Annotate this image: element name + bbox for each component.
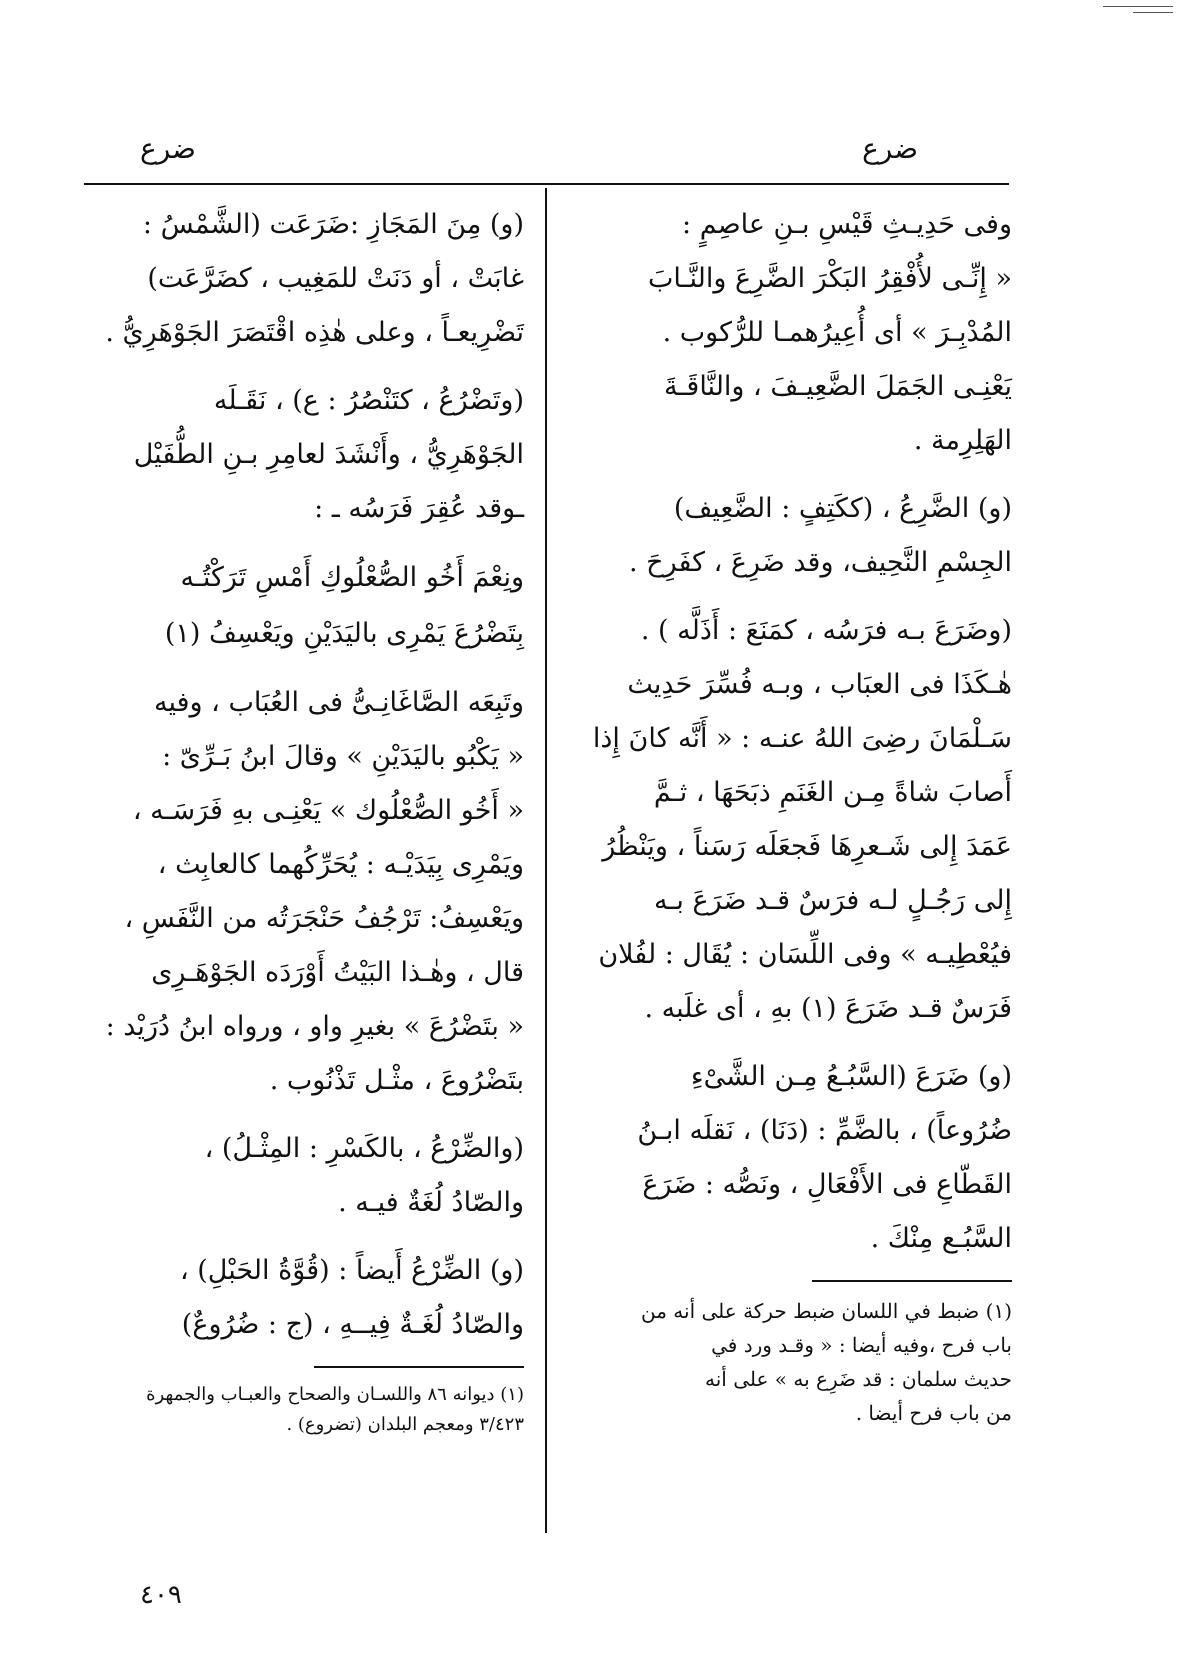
- entry-paragraph: وتَبِعَه الصَّاغَانِـىُّ فى العُبَاب ، وفيه « يَكْبُو باليَدَيْنِ » وقالَ ابنُ بَـرِّىّ : « أَخُو الصُّعْلُوك » يَعْنِـى بهِ فَرَسَـه ، ويَمْرِى بِيَدَيْـه : يُحَرِّكُهما كالعابِث ، ويَعْسِفُ: تَرْجُفُ حَنْجَرَتُه من النَّفَسِ ، قال ، وهٰـذا البَيْتُ أَوْرَدَه الجَوْهَـرِى « بتَضْرُعَ » بغيرِ واو ، ورواه ابنُ دُرَيْد : بتَضْرُوعَ ، مثْـل تَذْنُوب .: [105, 687, 524, 1096]
- entry-paragraph: (و) الضِّرْعُ أَيضاً : (قُوَّةُ الحَبْلِ) ، والصّادُ لُغَـةٌ فِيــهِ ، (ج : ضُرُوعٌ): [179, 1255, 524, 1340]
- column-divider: [545, 188, 547, 1533]
- running-header-right: ضرع: [862, 132, 918, 165]
- right-column: [570, 198, 1012, 1430]
- page-number: ٤٠٩: [140, 1580, 182, 1610]
- entry-paragraph: (وتَضْرُعُ ، كتَنْصُرُ : ع) ، نَقَـلَه الجَوْهَرِيُّ ، وأَنْشَدَ لعامِرِ بـنِ الطُّفَيْل ـوقد عُقِرَ فَرَسُه ـ :: [133, 385, 524, 524]
- entry-paragraph: (و) مِنَ المَجَازِ :ضَرَعَت (الشَّمْسُ : غابَتْ ، أو دَنَتْ للمَغِيب ، كضَرَّعَت) تَضْرِيعـاً ، وعلى هٰذِه اقْتَصَرَ الجَوْهَرِيُّ .: [105, 209, 524, 348]
- entry-paragraph: (و) الضَّرِعُ ، (ككَتِفٍ : الضَّعِيف) الجِسْمِ النَّحِيف، وقد ضَرِعَ ، كفَرِحَ .: [628, 493, 1012, 578]
- header-rule: [84, 183, 1009, 185]
- left-column: [84, 198, 524, 1440]
- entry-paragraph: (و) ضَرَعَ (السَّبُـعُ مِـن الشَّىْءِ ضُرُوعاً) ، بالضَّمِّ : (دَنَا) ، نَقلَه ابـنُ القَطّاعِ فى الأَفْعَالِ ، ونَصُّه : ضَرَعَ السَّبُـع مِنْكَ .: [637, 1061, 1012, 1254]
- entry-paragraph: وفى حَدِيـثِ قَيْسِ بـنِ عاصِمٍ : « إِنِّـى لأُفْقِرُ البَكْرَ الضَّرِعَ والنَّـابَ المُدْبِـرَ » أى أُعِيرُهمـا للرُّكوب . يَعْنِـى الجَمَلَ الضَّعِيـفَ ، والنَّاقَـةَ الهَلِرِمة .: [647, 209, 1012, 456]
- footnote: (١) ديوانه ٨٦ واللسـان والصحاح والعبـاب والجمهرة ٣/٤٢٣ ومعجم البلدان (تضروع) .: [146, 1384, 524, 1435]
- running-header-left: ضرع: [140, 132, 196, 165]
- footnote-rule: [314, 1366, 524, 1368]
- footnote: (١) ضبط في اللسان ضبط حركة على أنه من باب فرح ،وفيه أيضا : « وقـد ورد في حديث سلمان : قد ضَرِع به » على أنه من باب فرح أيضا .: [640, 1299, 1012, 1425]
- poetry-verse: ونِعْمَ أَخُو الصُّعْلُوكِ أَمْسِ تَرَكْتُـه بِتَضْرُعَ يَمْرِى باليَدَيْنِ ويَعْسِفُ (١): [164, 562, 524, 649]
- footnote-rule: [812, 1280, 1012, 1282]
- entry-paragraph: (وضَرَعَ بـه فرَسُه ، كمَنَعَ : أَذَلَّه ) . هٰـكَذَا فى العبَاب ، وبـه فُسِّرَ حَدِيث سَـلْمَانَ رضِىَ اللهُ عنـه : « أَنَّه كانَ إِذا أَصابَ شاةً مِـن الغَنَمِ ذبَحَهَا ، ثـمَّ عَمَدَ إِلى شَـعرِهَا فَجعَلَه رَسَناً ، ويَنْظُرُ إِلى رَجُـلٍ لـه فرَسٌ قـد ضَرَعَ بـه فيُعْطِيـه » وفى اللِّسَان : يُقَال : لفُلان فَرَسٌ قـد ضَرَعَ (١) بهِ ، أى غلَبه .: [592, 615, 1012, 1024]
- top-edge-marks: [1103, 6, 1173, 16]
- entry-paragraph: (والضِّرْعُ ، بالكَسْرِ : المِثْـلُ) ، والصّادُ لُغَةٌ فيـه .: [204, 1133, 524, 1218]
